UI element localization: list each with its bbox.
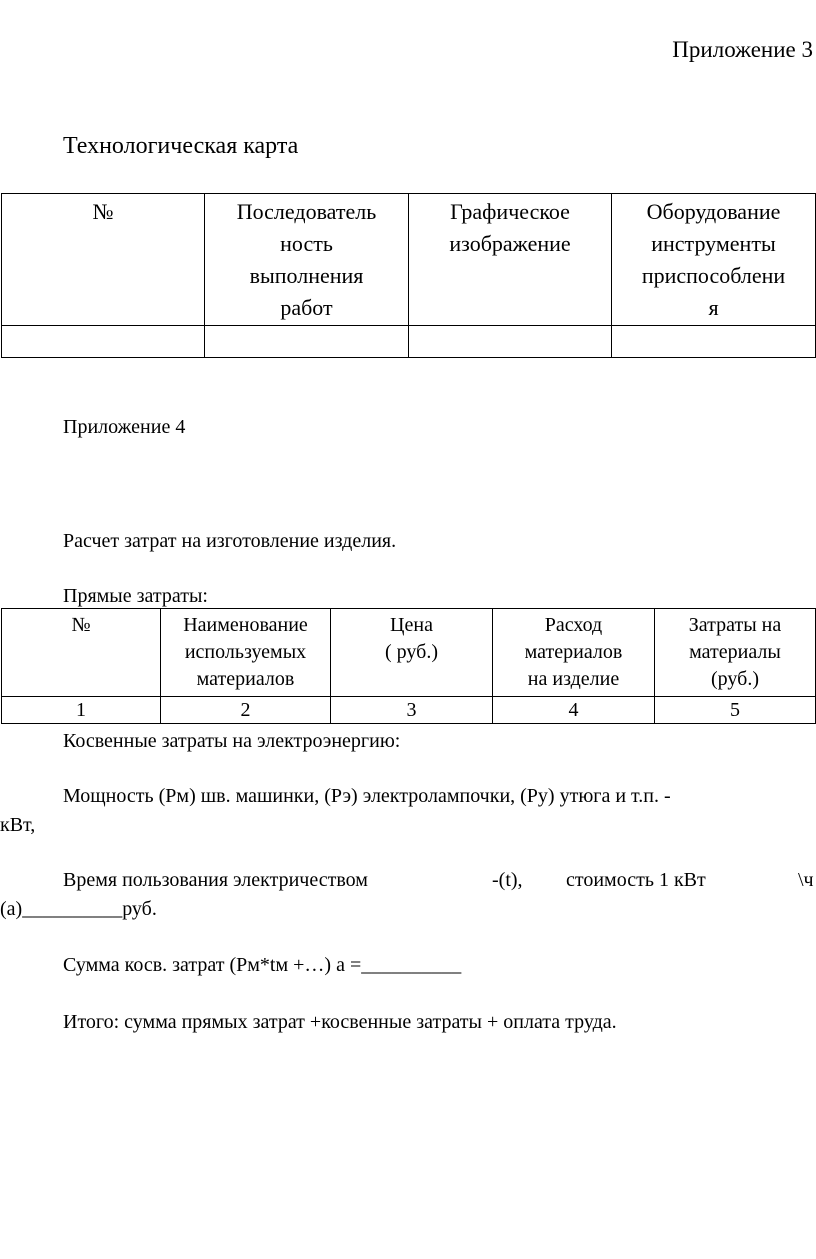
column-number-cell: 3 (331, 697, 493, 724)
cost-header-material-costs: Затраты на материалы (руб.) (655, 609, 816, 697)
table-row (2, 697, 816, 724)
total-line: Итого: сумма прямых затрат +косвенные затраты + оплата труда. (63, 1011, 617, 1033)
tech-card-header-row (2, 194, 816, 326)
per-hour-suffix: \ч (798, 869, 814, 891)
cost-header-consumption: Расход материалов на изделие (493, 609, 655, 697)
tech-card-table (1, 193, 816, 358)
tech-card-title: Технологическая карта (63, 133, 299, 159)
indirect-costs-heading: Косвенные затраты на электроэнергию: (63, 730, 401, 752)
table-cell[interactable] (2, 326, 205, 358)
cost-title: Расчет затрат на изготовление изделия. (63, 530, 397, 552)
appendix-4-label: Приложение 4 (63, 416, 186, 438)
time-usage-label: Время пользования электричеством (63, 869, 368, 891)
column-number-cell: 5 (655, 697, 816, 724)
cost-header-material-name: Наименование используемых материалов (161, 609, 331, 697)
power-line-1: Мощность (Рм) шв. машинки, (Рэ) электролампочки, (Ру) утюга и т.п. - (63, 785, 671, 807)
tech-header-graphic: Графическое изображение (409, 194, 612, 326)
time-variable: -(t), (492, 869, 523, 891)
power-line-2: кВт, (0, 814, 36, 836)
tech-header-equipment: Оборудование инструменты приспособлени я (612, 194, 816, 326)
tech-header-number: № (2, 194, 205, 326)
column-number-cell: 2 (161, 697, 331, 724)
appendix-3-label: Приложение 3 (672, 37, 813, 62)
direct-costs-label: Прямые затраты: (63, 585, 208, 607)
table-cell[interactable] (205, 326, 409, 358)
cost-rate-line: (а)__________руб. (0, 898, 157, 920)
tech-header-sequence: Последователь ность выполнения работ (205, 194, 409, 326)
table-cell[interactable] (409, 326, 612, 358)
column-number-cell: 4 (493, 697, 655, 724)
indirect-sum-line: Сумма косв. затрат (Рм*tм +…) а =__________ (63, 954, 462, 976)
table-cell[interactable] (612, 326, 816, 358)
direct-costs-table (1, 608, 816, 724)
kwh-cost-label: стоимость 1 кВт (566, 869, 706, 891)
cost-header-row (2, 609, 816, 697)
column-number-cell: 1 (2, 697, 161, 724)
cost-header-price: Цена ( руб.) (331, 609, 493, 697)
cost-header-number: № (2, 609, 161, 697)
table-row (2, 326, 816, 358)
